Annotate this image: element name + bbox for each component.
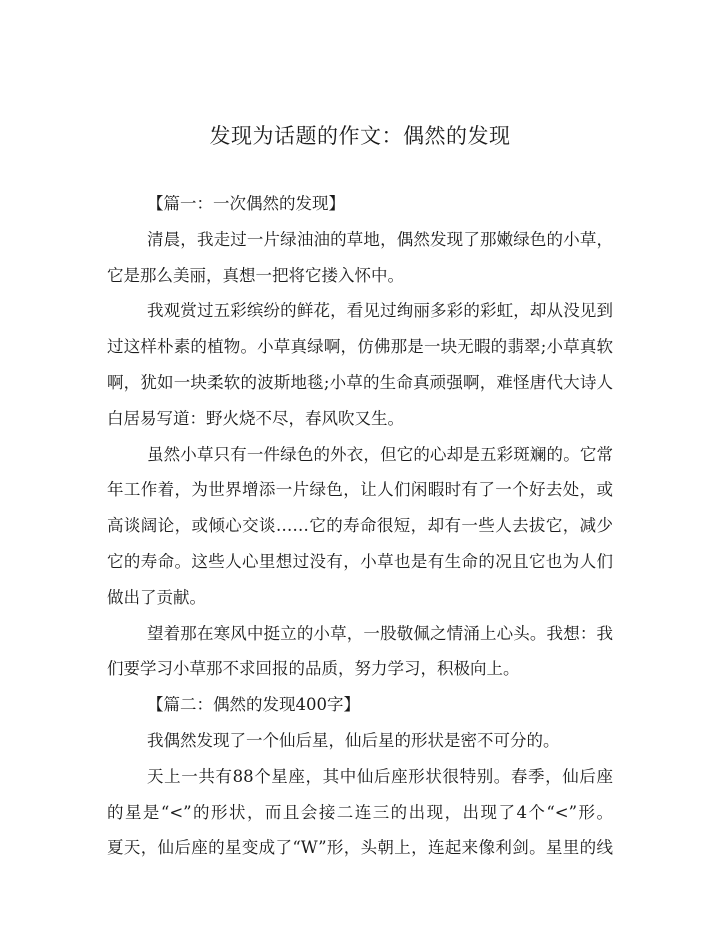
paragraph-line: 我偶然发现了一个仙后星，仙后星的形状是密不可分的。 [147,730,560,750]
paragraph-line: 它是那么美丽，真想一把将它搂入怀中。 [107,265,404,285]
paragraph-line: 年工作着，为世界增添一片绿色，让人们闲暇时有了一个好去处，或 [107,480,613,500]
paragraph-line: 夏天，仙后座的星变成了“W”形，头朝上，连起来像利剑。星里的线 [107,838,613,858]
paragraph-line: 过这样朴素的植物。小草真绿啊，仿佛那是一块无暇的翡翠;小草真软 [107,337,613,357]
paragraph-line: 白居易写道：野火烧不尽，春风吹又生。 [107,408,404,428]
document-body [107,186,613,866]
document-title: 发现为话题的作文：偶然的发现 [209,124,511,148]
paragraph-line: 我观赏过五彩缤纷的鲜花，看见过绚丽多彩的彩虹，却从没见到 [147,301,613,321]
section-heading: 【篇二：偶然的发现400字】 [147,695,360,715]
paragraph-line: 们要学习小草那不求回报的品质，努力学习，积极向上。 [107,659,520,679]
section-heading: 【篇一：一次偶然的发现】 [147,194,345,213]
paragraph-line: 清晨，我走过一片绿油油的草地，偶然发现了那嫩绿色的小草， [147,229,613,249]
paragraph-line: 天上一共有88个星座，其中仙后座形状很特别。春季，仙后座 [147,766,613,786]
paragraph-line: 的星是“<”的形状，而且会接二连三的出现，出现了4个“<”形。 [107,802,613,822]
paragraph-line: 啊，犹如一块柔软的波斯地毯;小草的生命真顽强啊，难怪唐代大诗人 [107,372,613,392]
paragraph-line: 虽然小草只有一件绿色的外衣，但它的心却是五彩斑斓的。它常 [147,444,613,464]
paragraph-line: 望着那在寒风中挺立的小草，一股敬佩之情涌上心头。我想：我 [147,623,613,643]
paragraph-line: 高谈阔论，或倾心交谈……它的寿命很短，却有一些人去拔它，减少 [107,516,613,536]
paragraph-line: 做出了贡献。 [107,587,206,607]
paragraph-line: 它的寿命。这些人心里想过没有，小草也是有生命的况且它也为人们 [107,551,613,571]
